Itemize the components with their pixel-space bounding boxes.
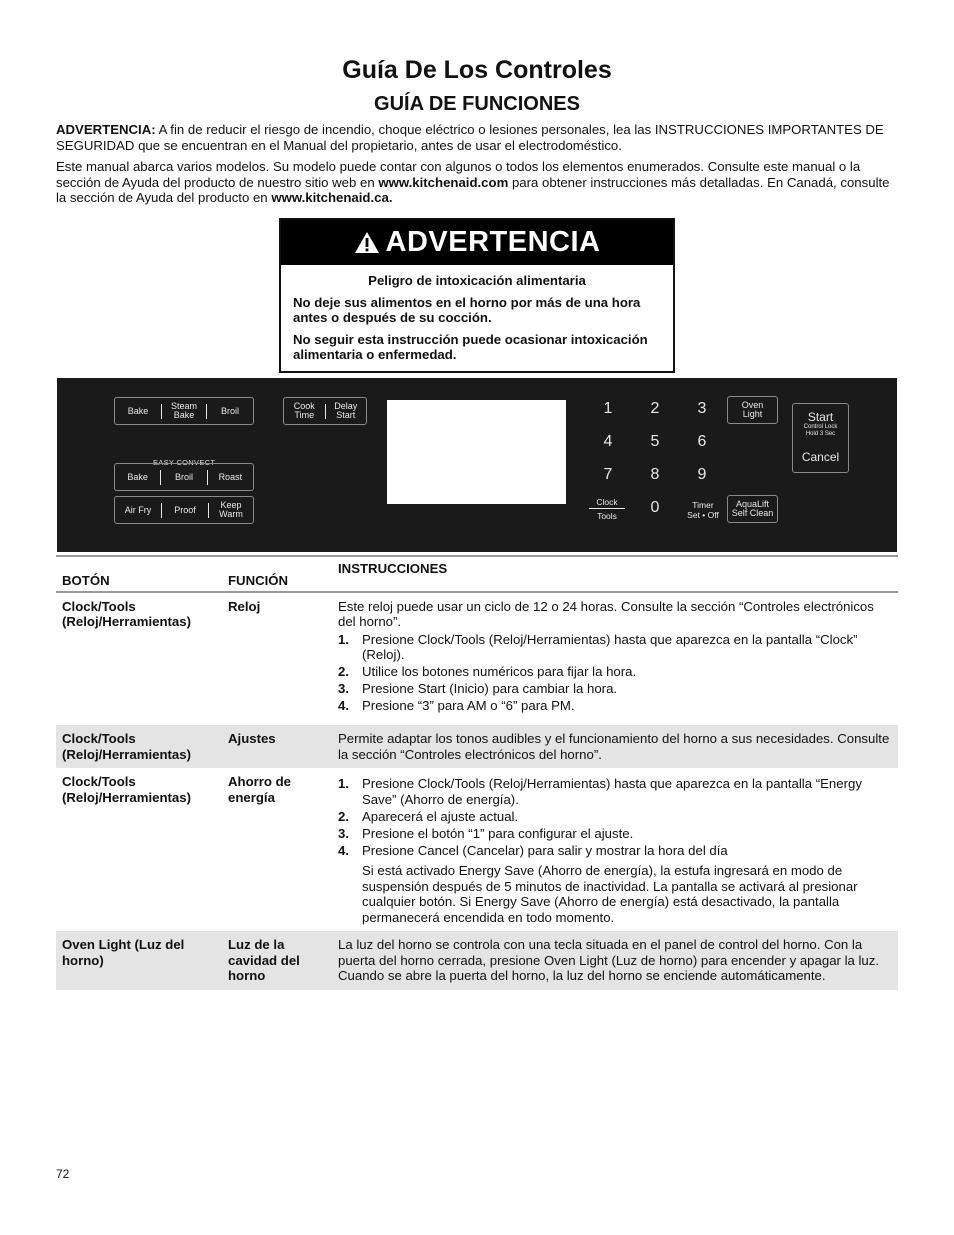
list-item: 2. Utilice los botones numéricos para fijar la hora. [338, 664, 637, 679]
key-9: 9 [697, 466, 707, 483]
energy-save-note: Si está activado Energy Save (Ahorro de energía), la estufa ingresará en modo de suspensión después de 5 minutos de inactividad. La pantalla se activará al presionar cualquier botón. Si Energy Save (Ahorro de energía) está desactivado, la pantalla permanecerá encendida en todo momento. [362, 863, 858, 925]
hold-label: Hold 3 Sec [805, 430, 836, 437]
warning-triangle-icon [354, 231, 380, 254]
warning-paragraph [56, 122, 901, 153]
table-row [56, 931, 898, 990]
row-text: La luz del horno se controla con una tecla situada en el panel de control del horno. Con la puerta del horno cerrada, presione Oven Light (Luz de horno) para encender y apagar la luz. Cuando se abre la puerta del horno, la luz del horno se enciende automáticamente. [338, 937, 880, 983]
function-table [56, 555, 898, 990]
timer-key [681, 500, 725, 520]
row-function: Reloj [228, 598, 261, 614]
list-item: 4. Presione “3” para AM o “6” para PM. [338, 698, 575, 713]
convect-bake-label: Bake [127, 471, 148, 482]
warning-header [281, 220, 673, 265]
display-screen [387, 400, 566, 504]
oven-light-label: Oven Light [741, 400, 764, 419]
steps-list [338, 632, 892, 714]
convect-broil-label: Broil [174, 471, 193, 482]
key-3: 3 [697, 400, 707, 417]
table-header-row [56, 556, 898, 592]
convect-group-button [114, 463, 254, 491]
key-2: 2 [650, 400, 660, 417]
list-item: 1. Presione Clock/Tools (Reloj/Herramientas) hasta que aparezca en la pantalla “Clock” (Reloj). [338, 631, 858, 662]
cook-delay-button [283, 397, 367, 425]
list-item: 4. Presione Cancel (Cancelar) para salir y mostrar la hora del día [338, 842, 728, 858]
table-row [56, 725, 898, 768]
page-title: Guía De Los Controles [342, 56, 612, 84]
clock-label: Clock [589, 497, 625, 509]
clock-tools-key [589, 497, 625, 521]
broil-label: Broil [220, 405, 239, 416]
row-instructions [332, 725, 898, 768]
control-lock-label: Control Lock [803, 424, 838, 430]
timer-label: Timer [692, 500, 714, 510]
tools-label: Tools [597, 511, 617, 521]
timer-set-off-label: Set • Off [687, 510, 719, 520]
list-item: 3. Presione Start (Inicio) para cambiar la hora. [338, 681, 618, 696]
row-button: Oven Light (Luz del horno) [56, 931, 222, 990]
key-8: 8 [650, 466, 660, 483]
col-header-instructions: INSTRUCCIONES [332, 556, 898, 592]
warning-label: ADVERTENCIA: [56, 122, 156, 137]
link-kitchenaid-ca[interactable]: www.kitchenaid.ca. [271, 190, 393, 205]
easy-convect-label: EASY CONVECT [153, 458, 216, 467]
col-header-function: FUNCIÓN [222, 556, 332, 592]
page-number: 72 [56, 1167, 70, 1181]
warning-line-1: No deje sus alimentos en el horno por más de una hora antes o después de su cocción. [293, 294, 641, 325]
row-function: Ajustes [222, 725, 332, 768]
row-instructions [332, 768, 898, 931]
col-header-button: BOTÓN [56, 556, 222, 592]
aqualift-button [727, 495, 778, 523]
row-button: Clock/Tools (Reloj/Herramientas) [62, 774, 191, 805]
row-function: Luz de la cavidad del horno [222, 931, 332, 990]
list-item: 1. Presione Clock/Tools (Reloj/Herramientas) hasta que aparezca en la pantalla “Energy Save” (Ahorro de energía). [338, 776, 862, 807]
warning-box [279, 218, 675, 373]
list-item: 2. Aparecerá el ajuste actual. [338, 808, 519, 824]
key-6: 6 [697, 433, 707, 450]
steps-list [338, 776, 892, 858]
list-item: 3. Presione el botón “1” para configurar el ajuste. [338, 825, 634, 841]
airfry-group-button [114, 496, 254, 524]
intro-text-2: para obtener instrucciones más detalladas. En Canadá, consulte la sección de Ayuda del producto en [56, 174, 890, 205]
control-panel-illustration [57, 378, 897, 552]
row-button: Clock/Tools (Reloj/Herramientas) [56, 725, 222, 768]
cancel-label: Cancel [801, 450, 840, 464]
proof-label: Proof [174, 504, 196, 515]
bake-label: Bake [127, 405, 149, 416]
intro-paragraph [56, 159, 901, 206]
delay-start-label: Delay Start [334, 401, 358, 420]
air-fry-label: Air Fry [124, 504, 152, 515]
row-text: Este reloj puede usar un ciclo de 12 o 24 horas. Consulte la sección “Controles electrónicos del horno”. [338, 598, 874, 629]
start-label: Start [807, 410, 834, 424]
row-button: Clock/Tools (Reloj/Herramientas) [62, 598, 191, 629]
warning-heading: Peligro de intoxicación alimentaria [368, 273, 586, 288]
convect-roast-label: Roast [218, 471, 243, 482]
keep-warm-label: Keep Warm [219, 500, 243, 519]
link-kitchenaid-com[interactable]: www.kitchenaid.com [378, 174, 509, 190]
warning-header-text: ADVERTENCIA [385, 226, 601, 258]
key-4: 4 [603, 433, 613, 450]
key-1: 1 [603, 400, 613, 417]
row-instructions [332, 592, 898, 726]
steam-bake-label: Steam Bake [170, 401, 197, 420]
warning-line-2: No seguir esta instrucción puede ocasionar intoxicación alimentaria o enfermedad. [293, 331, 648, 362]
bake-group-button [114, 397, 254, 425]
table-row [56, 592, 898, 726]
aqualift-label: AquaLift Self Clean [731, 499, 774, 518]
row-text: Permite adaptar los tonos audibles y el funcionamiento del horno a sus necesidades. Consulte la sección “Controles electrónicos del horno”. [338, 731, 890, 762]
key-0: 0 [650, 499, 660, 516]
key-7: 7 [603, 466, 613, 483]
intro-text-1: Este manual abarca varios modelos. Su modelo puede contar con algunos o todos los elementos enumerados. Consulte este manual o la sección de Ayuda del producto de nuestro sitio web en [56, 159, 861, 190]
start-cancel-button [792, 403, 849, 473]
oven-light-button [727, 396, 778, 424]
table-row [56, 768, 898, 931]
cook-time-label: Cook Time [293, 401, 315, 420]
section-title: GUÍA DE FUNCIONES [374, 93, 580, 115]
row-instructions [332, 931, 898, 990]
row-function: Ahorro de energía [228, 774, 292, 805]
warning-text: A fin de reducir el riesgo de incendio, choque eléctrico o lesiones personales, lea las INSTRUCCIONES IMPORTANTES DE SEGURIDAD que se encuentran en el Manual del propietario, antes de usar el electrodoméstico. [56, 122, 884, 153]
key-5: 5 [650, 433, 660, 450]
